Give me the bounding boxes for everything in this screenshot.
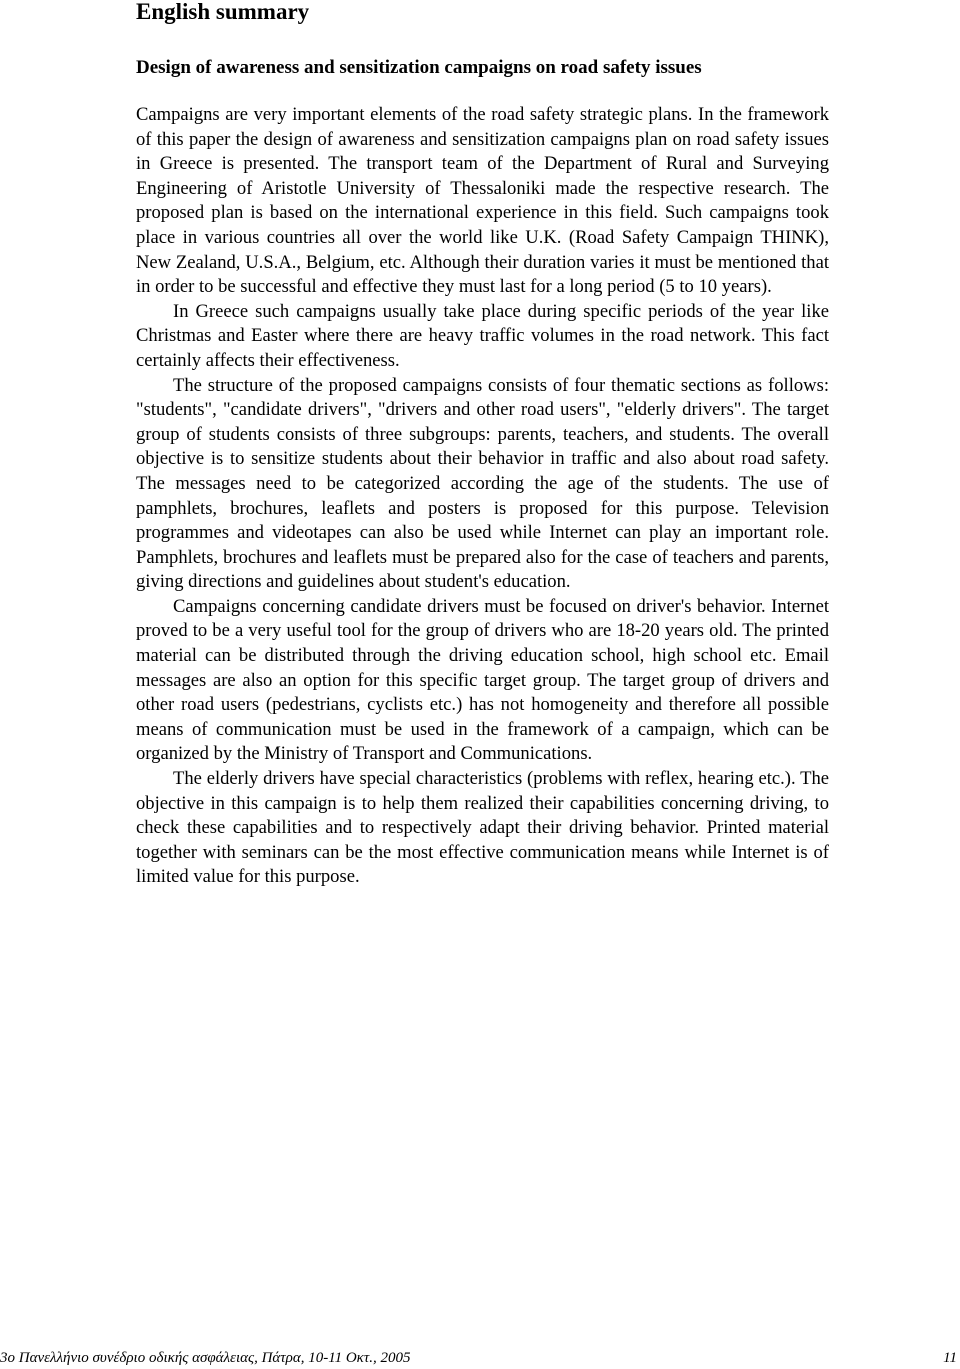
paragraph-elderly-drivers: The elderly drivers have special characteristics (problems with reflex, hearing etc.). The objective in this campaign is to help them realized their capabilities concerning driving, to check these capabilities and to respectively adapt their driving behavior. Printed material together with seminars can be the most effective communication means while Internet is of limited value for this purpose. [136,768,829,888]
summary-body [136,103,829,890]
paragraph-structure: The structure of the proposed campaigns consists of four thematic sections as follows: "students", "candidate drivers", "drivers and other road users", "elderly drivers". The target group of students consists of three subgroups: parents, teachers, and students. The overall objective is to sensitize students about their behavior in traffic and also about road safety. The messages need to be categorized according the age of the students. The use of pamphlets, brochures, leaflets and posters is proposed for this purpose. Television programmes and videotapes can also be used while Internet can play an important role. Pamphlets, brochures and leaflets must be prepared also for the case of teachers and parents, giving directions and guidelines about student's education. [136,374,829,593]
page-number: 11 [943,1350,957,1366]
paragraph-intro: Campaigns are very important elements of the road safety strategic plans. In the framework of this paper the design of awareness and sensitization campaigns plan on road safety issues in Greece is presented. The transport team of the Department of Rural and Surveying Engineering of Aristotle University of Thessaloniki made the respective research. The proposed plan is based on the international experience in this field. Such campaigns took place in various countries all over the world like U.K. (Road Safety Campaign THINK), New Zealand, U.S.A., Belgium, etc. Although their duration varies it must be mentioned that in order to be successful and effective they must last for a long period (5 to 10 years). [136,104,829,298]
footer-conference: 3ο Πανελλήνιο συνέδριο οδικής ασφάλειας, Πάτρα, 10-11 Οκτ., 2005 [0,1350,411,1366]
paragraph-greece: In Greece such campaigns usually take place during specific periods of the year like Christmas and Easter where there are heavy traffic volumes in the road network. This fact certainly affects their effectiveness. [136,300,829,371]
paper-subtitle: Design of awareness and sensitization campaigns on road safety issues [136,57,702,78]
page-footer [0,1348,960,1368]
paragraph-candidate-drivers: Campaigns concerning candidate drivers must be focused on driver's behavior. Internet proved to be a very useful tool for the group of drivers who are 18-20 years old. The printed material can be distributed through the driving education school, high school etc. Email messages are also an option for this specific target group. The target group of drivers and other road users (pedestrians, cyclists etc.) has not homogeneity and therefore all possible means of communication must be used in the framework of a campaign, which can be organized by the Ministry of Transport and Communications. [136,595,829,765]
section-title: English summary [136,0,310,24]
